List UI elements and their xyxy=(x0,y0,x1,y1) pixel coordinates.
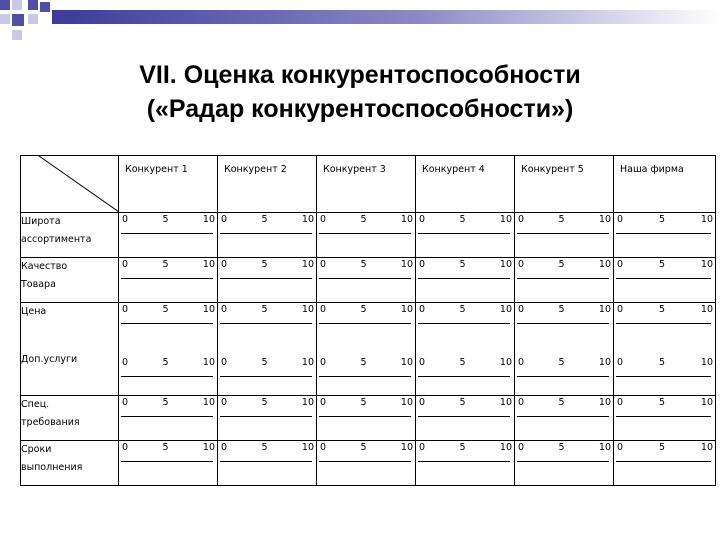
scale-tick-label: 10 xyxy=(499,214,512,225)
scale-tick-label: 10 xyxy=(301,442,314,453)
rating-cell xyxy=(317,303,416,396)
rating-cell xyxy=(119,213,218,258)
scale-tick-label: 5 xyxy=(162,259,169,270)
scale-numbers xyxy=(218,213,316,227)
scale-tick-label: 5 xyxy=(459,397,466,408)
scale-numbers xyxy=(614,303,715,317)
scale-tick-label: 0 xyxy=(320,397,327,408)
scale-numbers xyxy=(515,213,613,227)
scale-numbers xyxy=(119,356,217,370)
scale-tick-label: 0 xyxy=(617,357,624,368)
scale-tick-label: 10 xyxy=(202,397,215,408)
row-label-line: Качество xyxy=(21,261,68,272)
scale-tick-label: 5 xyxy=(459,304,466,315)
rating-scale xyxy=(416,356,514,377)
scale-numbers xyxy=(119,213,217,227)
rating-cell xyxy=(515,213,614,258)
rating-scale xyxy=(416,396,514,417)
scale-numbers xyxy=(614,356,715,370)
rating-scale xyxy=(614,441,715,462)
row-label-line: Широта xyxy=(21,216,61,227)
rating-line[interactable] xyxy=(418,455,510,462)
rating-scale xyxy=(119,258,217,279)
scale-numbers xyxy=(416,356,514,370)
scale-tick-label: 10 xyxy=(400,259,413,270)
rating-scale xyxy=(614,213,715,234)
rating-scale xyxy=(218,396,316,417)
scale-tick-label: 10 xyxy=(700,397,713,408)
rating-line[interactable] xyxy=(220,410,312,417)
rating-cell xyxy=(119,258,218,303)
scale-tick-label: 10 xyxy=(301,214,314,225)
rating-cell xyxy=(515,258,614,303)
rating-scale xyxy=(515,303,613,324)
scale-tick-label: 5 xyxy=(360,304,367,315)
rating-scale xyxy=(218,356,316,377)
scale-tick-label: 0 xyxy=(221,442,228,453)
scale-numbers xyxy=(119,258,217,272)
scale-numbers xyxy=(218,356,316,370)
rating-line[interactable] xyxy=(616,410,711,417)
rating-line[interactable] xyxy=(220,317,312,324)
rating-line[interactable] xyxy=(220,272,312,279)
rating-cell xyxy=(119,303,218,396)
scale-tick-label: 10 xyxy=(202,214,215,225)
scale-tick-label: 0 xyxy=(419,442,426,453)
scale-numbers xyxy=(614,258,715,272)
rating-scale xyxy=(317,441,415,462)
rating-scale xyxy=(317,213,415,234)
scale-tick-label: 5 xyxy=(162,397,169,408)
rating-line[interactable] xyxy=(616,455,711,462)
table-row xyxy=(21,396,716,441)
scale-numbers xyxy=(515,396,613,410)
scale-tick-label: 10 xyxy=(700,442,713,453)
scale-tick-label: 10 xyxy=(499,397,512,408)
scale-numbers xyxy=(614,441,715,455)
decor-square-3 xyxy=(28,0,38,10)
row-label-special-requirements xyxy=(21,396,119,441)
scale-tick-label: 5 xyxy=(162,442,169,453)
scale-tick-label: 5 xyxy=(558,442,565,453)
scale-numbers xyxy=(416,213,514,227)
rating-line[interactable] xyxy=(220,455,312,462)
table-row xyxy=(21,213,716,258)
rating-line[interactable] xyxy=(418,272,510,279)
rating-cell xyxy=(416,396,515,441)
rating-line[interactable] xyxy=(517,227,609,234)
scale-tick-label: 0 xyxy=(122,304,129,315)
scale-tick-label: 5 xyxy=(658,357,665,368)
rating-line[interactable] xyxy=(319,455,411,462)
table-row xyxy=(21,258,716,303)
scale-tick-label: 10 xyxy=(400,214,413,225)
scale-tick-label: 0 xyxy=(518,357,525,368)
scale-tick-label: 10 xyxy=(202,357,215,368)
scale-tick-label: 0 xyxy=(221,357,228,368)
rating-line[interactable] xyxy=(418,317,510,324)
scale-tick-label: 0 xyxy=(518,304,525,315)
rating-line[interactable] xyxy=(616,370,711,377)
rating-scale xyxy=(515,441,613,462)
rating-line[interactable] xyxy=(517,370,609,377)
rating-cell xyxy=(119,396,218,441)
scale-tick-label: 0 xyxy=(518,214,525,225)
row-label-line: ассортимента xyxy=(21,234,92,245)
rating-line[interactable] xyxy=(121,370,213,377)
scale-tick-label: 10 xyxy=(499,259,512,270)
scale-tick-label: 5 xyxy=(459,357,466,368)
rating-line[interactable] xyxy=(418,370,510,377)
scale-tick-label: 0 xyxy=(122,357,129,368)
scale-tick-label: 5 xyxy=(162,304,169,315)
rating-scale xyxy=(119,441,217,462)
scale-tick-label: 5 xyxy=(558,397,565,408)
rating-line[interactable] xyxy=(220,370,312,377)
row-label-assortment xyxy=(21,213,119,258)
corner-cell xyxy=(21,156,119,213)
scale-numbers xyxy=(317,356,415,370)
row-label-line: Цена xyxy=(21,306,47,317)
scale-tick-label: 5 xyxy=(162,357,169,368)
header-decoration xyxy=(0,0,720,50)
rating-cell xyxy=(317,441,416,486)
scale-tick-label: 5 xyxy=(261,214,268,225)
scale-numbers xyxy=(218,396,316,410)
scale-tick-label: 5 xyxy=(558,214,565,225)
row-label-line: выполнения xyxy=(21,462,83,473)
table-row xyxy=(21,303,716,396)
scale-numbers xyxy=(614,213,715,227)
scale-numbers xyxy=(119,441,217,455)
rating-line[interactable] xyxy=(319,227,411,234)
scale-numbers xyxy=(416,303,514,317)
decor-square-2 xyxy=(12,0,22,10)
rating-line[interactable] xyxy=(517,455,609,462)
scale-tick-label: 10 xyxy=(598,442,611,453)
rating-cell xyxy=(218,213,317,258)
scale-tick-label: 10 xyxy=(598,304,611,315)
scale-tick-label: 0 xyxy=(122,442,129,453)
rating-line[interactable] xyxy=(121,317,213,324)
scale-tick-label: 5 xyxy=(558,259,565,270)
rating-cell xyxy=(119,441,218,486)
rating-scale xyxy=(416,213,514,234)
scale-tick-label: 0 xyxy=(518,397,525,408)
scale-tick-label: 0 xyxy=(419,259,426,270)
scale-tick-label: 5 xyxy=(261,397,268,408)
scale-tick-label: 0 xyxy=(221,259,228,270)
rating-scale xyxy=(218,303,316,324)
scale-tick-label: 5 xyxy=(459,214,466,225)
rating-scale xyxy=(614,396,715,417)
scale-tick-label: 5 xyxy=(360,442,367,453)
rating-scale xyxy=(416,303,514,324)
scale-tick-label: 10 xyxy=(598,214,611,225)
rating-line[interactable] xyxy=(517,272,609,279)
decor-square-4 xyxy=(0,14,10,24)
scale-tick-label: 5 xyxy=(459,442,466,453)
scale-tick-label: 0 xyxy=(617,214,624,225)
scale-tick-label: 0 xyxy=(419,357,426,368)
scale-tick-label: 10 xyxy=(700,259,713,270)
column-header-competitor-2: Конкурент 2 xyxy=(218,156,317,213)
decor-square-8 xyxy=(40,2,50,12)
scale-tick-label: 5 xyxy=(261,442,268,453)
scale-tick-label: 10 xyxy=(301,357,314,368)
scale-numbers xyxy=(119,303,217,317)
scale-tick-label: 0 xyxy=(320,442,327,453)
scale-tick-label: 0 xyxy=(320,304,327,315)
header-row xyxy=(21,156,716,213)
rating-scale xyxy=(218,258,316,279)
rating-scale xyxy=(416,258,514,279)
rating-scale xyxy=(614,258,715,279)
rating-line[interactable] xyxy=(220,227,312,234)
row-label-quality xyxy=(21,258,119,303)
rating-scale xyxy=(119,213,217,234)
rating-line[interactable] xyxy=(616,317,711,324)
scale-tick-label: 0 xyxy=(419,214,426,225)
rating-line[interactable] xyxy=(319,272,411,279)
scale-tick-label: 0 xyxy=(419,397,426,408)
rating-scale xyxy=(515,258,613,279)
scale-tick-label: 0 xyxy=(419,304,426,315)
scale-tick-label: 10 xyxy=(499,304,512,315)
scale-tick-label: 0 xyxy=(518,442,525,453)
diagonal-line xyxy=(21,156,119,212)
rating-line[interactable] xyxy=(517,410,609,417)
scale-tick-label: 10 xyxy=(202,259,215,270)
scale-tick-label: 0 xyxy=(221,304,228,315)
rating-scale xyxy=(119,396,217,417)
column-header-our-firm: Наша фирма xyxy=(614,156,716,213)
scale-numbers xyxy=(515,356,613,370)
rating-scale xyxy=(416,441,514,462)
scale-tick-label: 10 xyxy=(499,357,512,368)
rating-scale xyxy=(614,303,715,324)
rating-cell xyxy=(515,441,614,486)
scale-tick-label: 10 xyxy=(301,397,314,408)
rating-scale xyxy=(317,396,415,417)
rating-cell xyxy=(515,303,614,396)
scale-tick-label: 10 xyxy=(499,442,512,453)
rating-scale xyxy=(317,356,415,377)
rating-line[interactable] xyxy=(121,227,213,234)
scale-tick-label: 5 xyxy=(658,214,665,225)
rating-cell xyxy=(416,441,515,486)
rating-cell xyxy=(317,213,416,258)
scale-tick-label: 5 xyxy=(658,442,665,453)
rating-scale xyxy=(515,396,613,417)
rating-cell xyxy=(614,258,716,303)
rating-cell xyxy=(218,441,317,486)
row-label-line: Доп.услуги xyxy=(21,354,78,365)
scale-tick-label: 10 xyxy=(301,259,314,270)
scale-tick-label: 10 xyxy=(202,304,215,315)
scale-tick-label: 10 xyxy=(598,397,611,408)
scale-tick-label: 0 xyxy=(221,214,228,225)
column-header-competitor-4: Конкурент 4 xyxy=(416,156,515,213)
scale-tick-label: 0 xyxy=(518,259,525,270)
rating-cell xyxy=(416,258,515,303)
rating-cell xyxy=(614,303,716,396)
decor-square-6 xyxy=(28,14,38,24)
scale-numbers xyxy=(218,258,316,272)
rating-scale xyxy=(218,213,316,234)
rating-cell xyxy=(317,258,416,303)
column-header-competitor-1: Конкурент 1 xyxy=(119,156,218,213)
rating-cell xyxy=(416,303,515,396)
rating-cell xyxy=(614,396,716,441)
scale-tick-label: 10 xyxy=(598,259,611,270)
rating-line[interactable] xyxy=(616,227,711,234)
decor-square-1 xyxy=(0,0,10,10)
scale-tick-label: 5 xyxy=(360,397,367,408)
scale-numbers xyxy=(317,213,415,227)
rating-scale xyxy=(614,356,715,377)
scale-tick-label: 0 xyxy=(320,357,327,368)
scale-tick-label: 5 xyxy=(261,259,268,270)
rating-cell xyxy=(218,396,317,441)
rating-line[interactable] xyxy=(319,317,411,324)
row-label-price-services xyxy=(21,303,119,396)
scale-tick-label: 5 xyxy=(360,357,367,368)
rating-cell xyxy=(614,441,716,486)
column-header-competitor-3: Конкурент 3 xyxy=(317,156,416,213)
rating-line[interactable] xyxy=(121,455,213,462)
scale-numbers xyxy=(515,303,613,317)
rating-line[interactable] xyxy=(517,317,609,324)
rating-line[interactable] xyxy=(121,410,213,417)
scale-tick-label: 5 xyxy=(558,304,565,315)
rating-cell xyxy=(218,303,317,396)
rating-scale xyxy=(317,303,415,324)
scale-numbers xyxy=(515,258,613,272)
scale-tick-label: 5 xyxy=(658,304,665,315)
decor-gradient-bar xyxy=(52,10,720,24)
scale-tick-label: 10 xyxy=(301,304,314,315)
scale-numbers xyxy=(317,396,415,410)
scale-numbers xyxy=(317,303,415,317)
scale-tick-label: 0 xyxy=(122,259,129,270)
scale-numbers xyxy=(416,396,514,410)
scale-numbers xyxy=(218,303,316,317)
column-header-competitor-5: Конкурент 5 xyxy=(515,156,614,213)
scale-tick-label: 10 xyxy=(700,304,713,315)
table-row xyxy=(21,441,716,486)
page-title xyxy=(0,58,720,126)
radar-table xyxy=(20,155,716,486)
scale-numbers xyxy=(416,441,514,455)
decor-square-7 xyxy=(12,30,22,40)
scale-numbers xyxy=(515,441,613,455)
rating-cell xyxy=(317,396,416,441)
scale-tick-label: 5 xyxy=(261,357,268,368)
rating-cell xyxy=(218,258,317,303)
row-label-line: Товара xyxy=(21,279,56,290)
row-label-line: требования xyxy=(21,417,80,428)
rating-line[interactable] xyxy=(121,272,213,279)
rating-scale xyxy=(317,258,415,279)
scale-tick-label: 5 xyxy=(162,214,169,225)
row-label-line: Спец. xyxy=(21,399,50,410)
scale-tick-label: 10 xyxy=(598,357,611,368)
scale-numbers xyxy=(614,396,715,410)
rating-line[interactable] xyxy=(418,410,510,417)
scale-tick-label: 5 xyxy=(261,304,268,315)
rating-cell xyxy=(416,213,515,258)
scale-tick-label: 10 xyxy=(400,442,413,453)
rating-scale xyxy=(119,356,217,377)
scale-tick-label: 5 xyxy=(658,397,665,408)
scale-tick-label: 10 xyxy=(400,304,413,315)
scale-tick-label: 5 xyxy=(558,357,565,368)
scale-tick-label: 5 xyxy=(360,259,367,270)
scale-tick-label: 0 xyxy=(122,214,129,225)
title-line-2: («Радар конкурентоспособности») xyxy=(146,95,574,123)
scale-tick-label: 10 xyxy=(400,397,413,408)
rating-line[interactable] xyxy=(616,272,711,279)
scale-tick-label: 0 xyxy=(320,214,327,225)
scale-tick-label: 0 xyxy=(617,442,624,453)
rating-scale xyxy=(515,213,613,234)
scale-tick-label: 10 xyxy=(400,357,413,368)
scale-tick-label: 0 xyxy=(320,259,327,270)
scale-tick-label: 0 xyxy=(122,397,129,408)
scale-tick-label: 10 xyxy=(202,442,215,453)
row-label-line: Сроки xyxy=(21,444,52,455)
rating-scale xyxy=(119,303,217,324)
scale-tick-label: 0 xyxy=(617,259,624,270)
row-label-delivery-time xyxy=(21,441,119,486)
scale-tick-label: 0 xyxy=(617,397,624,408)
title-line-1: VII. Оценка конкурентоспособности xyxy=(139,61,581,89)
decor-square-5 xyxy=(12,14,24,26)
rating-line[interactable] xyxy=(319,370,411,377)
scale-tick-label: 5 xyxy=(658,259,665,270)
scale-numbers xyxy=(119,396,217,410)
scale-tick-label: 5 xyxy=(360,214,367,225)
scale-tick-label: 10 xyxy=(700,357,713,368)
scale-numbers xyxy=(317,258,415,272)
scale-numbers xyxy=(317,441,415,455)
scale-tick-label: 0 xyxy=(617,304,624,315)
scale-tick-label: 0 xyxy=(221,397,228,408)
rating-line[interactable] xyxy=(418,227,510,234)
rating-line[interactable] xyxy=(319,410,411,417)
rating-cell xyxy=(614,213,716,258)
scale-tick-label: 5 xyxy=(459,259,466,270)
scale-tick-label: 10 xyxy=(700,214,713,225)
rating-scale xyxy=(515,356,613,377)
rating-scale xyxy=(218,441,316,462)
rating-cell xyxy=(515,396,614,441)
scale-numbers xyxy=(218,441,316,455)
scale-numbers xyxy=(416,258,514,272)
